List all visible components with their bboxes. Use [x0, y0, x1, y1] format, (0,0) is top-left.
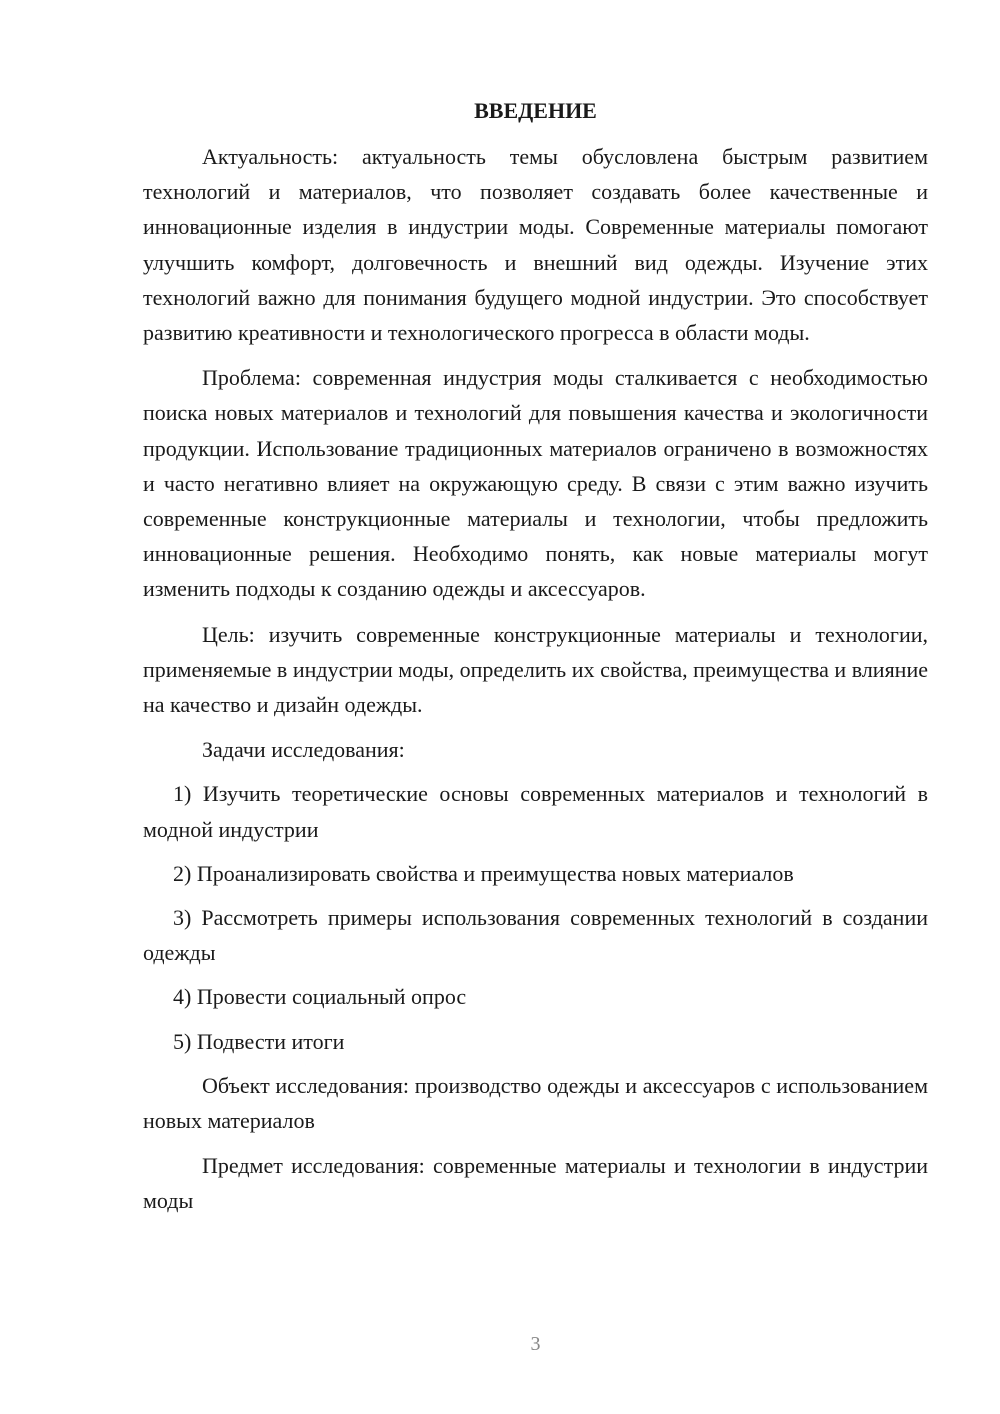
- page-heading: ВВЕДЕНИЕ: [474, 98, 597, 123]
- relevance-paragraph: Актуальность: актуальность темы обусловлена быстрым развитием технологий и материалов, что позволяет создавать более качественные и инновационные изделия в индустрии моды. Современные материалы помогают улучшить комфорт, долговечность и внешний вид одежды. Изучение этих технологий важно для понимания будущего модной индустрии. Это способствует развитию креативности и технологического прогресса в области моды.: [143, 144, 928, 346]
- task-item-5: 5) Подвести итоги: [173, 1028, 345, 1054]
- problem-paragraph: Проблема: современная индустрия моды сталкивается с необходимостью поиска новых материалов и технологий для повышения качества и экологичности продукции. Использование традиционных материалов ограничено в возможностях и часто негативно влияет на окружающую среду. В связи с этим важно изучить современные конструкционные материалы и технологии, чтобы предложить инновационные решения. Необходимо понять, как новые материалы могут изменить подходы к созданию одежды и аксессуаров.: [143, 365, 928, 602]
- page-number: 3: [530, 1333, 541, 1355]
- goal-paragraph: Цель: изучить современные конструкционные материалы и технологии, применяемые в индустрии моды, определить их свойства, преимущества и влияние на качество и дизайн одежды.: [143, 621, 928, 718]
- task-item-2: 2) Проанализировать свойства и преимущества новых материалов: [173, 860, 794, 886]
- task-item-1: 1) Изучить теоретические основы современных материалов и технологий в модной индустрии: [143, 781, 928, 842]
- subject-paragraph: Предмет исследования: современные материалы и технологии в индустрии моды: [143, 1153, 928, 1214]
- object-paragraph: Объект исследования: производство одежды и аксессуаров с использованием новых материалов: [143, 1072, 928, 1134]
- document-page: [143, 95, 928, 1219]
- tasks-title: Задачи исследования:: [202, 737, 405, 763]
- task-item-3: 3) Рассмотреть примеры использования современных технологий в создании одежды: [143, 905, 928, 966]
- task-item-4: 4) Провести социальный опрос: [173, 984, 467, 1010]
